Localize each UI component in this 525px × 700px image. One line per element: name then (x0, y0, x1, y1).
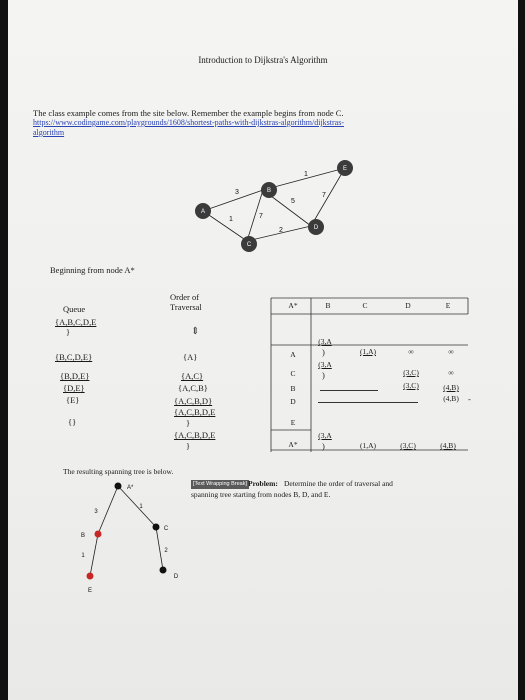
cell-r1-c: (1,A) (359, 347, 377, 356)
row-label-b: B (290, 384, 296, 393)
weight-c-d: 2 (279, 227, 283, 234)
col-header-b: B (325, 301, 331, 310)
row-label-c: C (290, 369, 296, 378)
tree-edge-c-d (156, 527, 163, 570)
cell-r4-e: (4,B) (443, 394, 459, 403)
order-row-5: {A,C,B,D,E (174, 407, 216, 417)
spanning-tree (8, 0, 518, 700)
tree-label-a: A* (127, 485, 134, 491)
svg-text:B: B (266, 188, 272, 194)
col-header-e: E (445, 301, 451, 310)
tree-edge-a-c (118, 486, 156, 527)
tree-node-d (160, 567, 167, 574)
col-header-a: A* (288, 301, 298, 310)
tree-edge-b-e (90, 534, 98, 576)
cell-final-e: (4,B) (440, 441, 456, 450)
order-header-2: Traversal (170, 302, 202, 312)
tree-weight-c-d: 2 (164, 548, 168, 554)
tree-label-e: E (87, 588, 93, 594)
queue-row-3: {D,E} (63, 383, 85, 393)
problem-label: Problem: (248, 479, 278, 488)
row-label-a: A (290, 350, 296, 359)
tree-weight-b-e: 1 (81, 553, 85, 559)
tree-node-b (95, 531, 102, 538)
queue-header: Queue (63, 304, 86, 314)
queue-row-2: {B,D,E} (60, 371, 90, 381)
cell-r3-d: (3,C) (403, 381, 419, 390)
tree-label-d: D (173, 574, 179, 580)
queue-initial: {A,B,C,D,E (55, 317, 97, 327)
order-row-4: {A,C,B,D} (174, 396, 213, 406)
order-row-2: {A,C} (181, 371, 204, 381)
page-title: Introduction to Dijkstra's Algorithm (198, 55, 328, 65)
cell-final-c: (1,A) (359, 441, 377, 450)
queue-row-1: {B,C,D,E} (55, 352, 93, 362)
order-row-6: {A,C,B,D,E (174, 430, 216, 440)
source-link-cont[interactable]: algorithm (33, 128, 65, 137)
order-header-1: Order of (170, 292, 200, 302)
col-header-d: D (405, 301, 411, 310)
cell-r1-e: ∞ (448, 347, 454, 356)
svg-text:A: A (200, 209, 206, 215)
weight-b-c: 7 (259, 213, 263, 220)
cell-r3-e: (4,B) (443, 383, 459, 392)
svg-text:C: C (246, 242, 252, 248)
cell-final-b: (3,A (318, 431, 332, 440)
tree-label-b: B (80, 533, 86, 539)
cell-r1-d: ∞ (408, 347, 414, 356)
cell-r2-d: (3,C) (403, 368, 419, 377)
queue-row-5: {} (68, 417, 77, 427)
intro-text: The class example comes from the site below. Remember the example begins from node C. (33, 108, 344, 118)
order-row-3: {A,C,B} (178, 383, 208, 393)
tree-node-a (115, 483, 122, 490)
spanning-tree-caption: The resulting spanning tree is below. (63, 467, 174, 476)
weight-b-e: 1 (304, 171, 308, 178)
weight-d-e: 7 (322, 192, 326, 199)
tree-weight-a-b: 3 (94, 509, 98, 515)
tree-label-c: C (163, 526, 169, 532)
col-header-c: C (362, 301, 368, 310)
weight-a-b: 3 (235, 189, 239, 196)
weight-b-d: 5 (291, 198, 295, 205)
weight-a-c: 1 (229, 216, 233, 223)
problem-line-2: spanning tree starting from nodes B, D, and E. (191, 490, 331, 499)
cell-r1-b: (3,A (318, 337, 332, 346)
source-link[interactable]: https://www.codingame.com/playgrounds/1608/shortest-paths-with-dijkstras-algorithm/dijkstras- (33, 118, 344, 127)
beginning-label: Beginning from node A* (50, 265, 135, 275)
tree-weight-a-c: 1 (139, 504, 143, 510)
svg-text:E: E (342, 166, 348, 172)
row-label-d: D (290, 397, 296, 406)
order-row-1: {A} (183, 352, 198, 362)
row-label-a-final: A* (288, 440, 298, 449)
svg-text:D: D (313, 225, 319, 231)
row-label-e: E (290, 418, 296, 427)
text-wrapping-tag: [Text Wrapping Break] (193, 481, 248, 487)
cell-r2-e: ∞ (448, 368, 454, 377)
queue-row-4: {E} (66, 395, 80, 405)
cell-final-d: (3,C) (400, 441, 416, 450)
tree-node-c (153, 524, 160, 531)
cell-r2-b: (3,A (318, 360, 332, 369)
tree-node-e (87, 573, 94, 580)
problem-line-1: Determine the order of traversal and (284, 479, 393, 488)
tree-edge-a-b (98, 486, 118, 534)
document-page: Introduction to Dijkstra's Algorithm The class example comes from the site below. Remember the example begins from node C. https://www.codingame.com/playgrounds/1608/shortest-paths-with-dijkstras-algorithm/dijkstras- algorithm 3 1 7 5 1 2 7 A B C D E Beginning from node A* Order of Traversal Queue {A,B,C,D,E } ⇕ A* B C D E {B,C,D,E} {B,D,E} {D,E} {E} {} {A} {A,C} {A,C,B} {A,C,B,D} {A,C,B,D,E } {A,C,B,D,E } A C B D E A* (3,A ) (1,A) ∞ ∞ (3,A ) (3,C) ∞ (3,C) (4,B) (4,B) - (3,A ) (1,A) (3,C) (4,B) The resulting spanning tree is below. A* B C D E 3 1 2 1 [Text Wrapping Break] Problem: Determine the order of traversal and spanning tree starting from nodes B, D, and E. (8, 0, 518, 700)
